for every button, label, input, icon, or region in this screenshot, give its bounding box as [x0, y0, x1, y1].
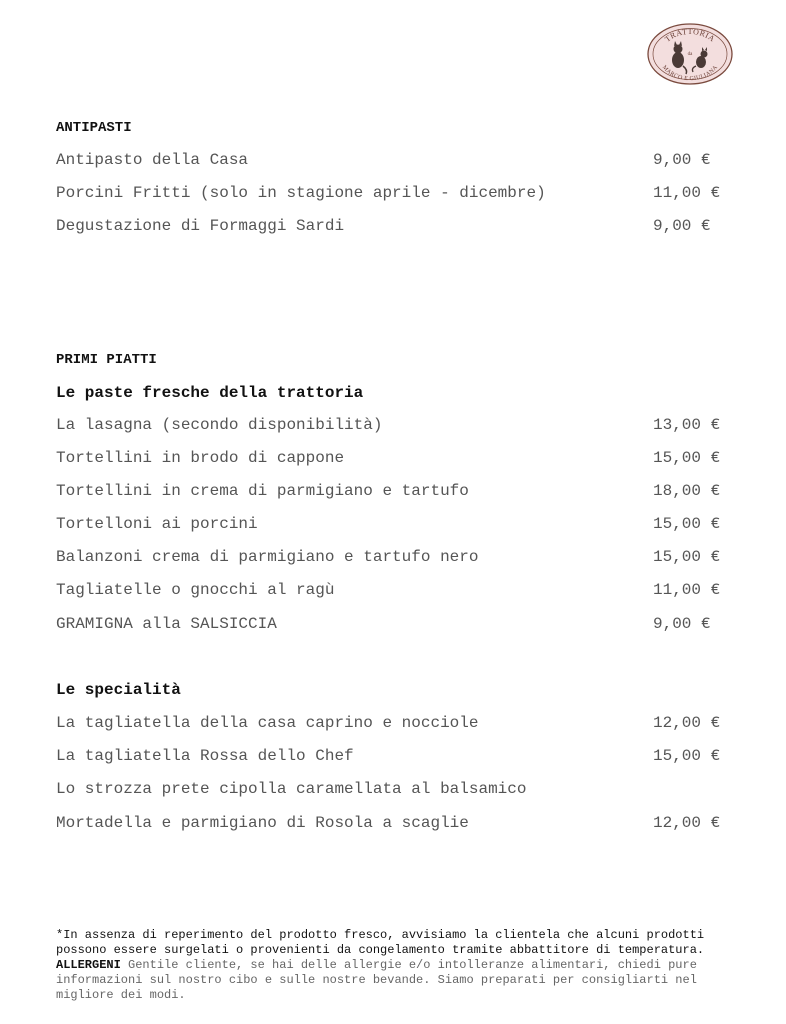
menu-item-name: Antipasto della Casa: [56, 151, 249, 169]
menu-item-name: Degustazione di Formaggi Sardi: [56, 217, 345, 235]
menu-item-name: La tagliatella della casa caprino e nocciole: [56, 714, 479, 732]
menu-item-price: 9,00 €: [653, 615, 711, 633]
menu-item-price: 15,00 €: [653, 449, 721, 467]
menu-item-name: La tagliatella Rossa dello Chef: [56, 747, 354, 765]
menu-item: [56, 814, 736, 836]
menu-item-name: Tortellini in brodo di cappone: [56, 449, 345, 467]
menu-item-price: 11,00 €: [653, 184, 721, 202]
menu-item-name: Lo strozza prete cipolla caramellata al balsamico: [56, 780, 527, 798]
menu-item-price: 9,00 €: [653, 151, 711, 169]
allergens-label: ALLERGENI: [56, 958, 121, 972]
menu-item-price: 9,00 €: [653, 217, 711, 235]
menu-item-name: Porcini Fritti (solo in stagione aprile - dicembre): [56, 184, 546, 202]
logo-middle-text: da: [687, 52, 693, 57]
section-title-antipasti: ANTIPASTI: [56, 120, 132, 136]
section-title-primi: PRIMI PIATTI: [56, 352, 157, 368]
menu-item-name: GRAMIGNA alla SALSICCIA: [56, 615, 277, 633]
menu-item: [56, 184, 736, 206]
menu-item-name: Tortellini in crema di parmigiano e tartufo: [56, 482, 469, 500]
allergens-note: [56, 958, 746, 1003]
menu-item: [56, 416, 736, 438]
menu-item: [56, 151, 736, 173]
menu-item-price: 15,00 €: [653, 548, 721, 566]
logo-top-text: TRATTORIA: [663, 26, 717, 44]
menu-item: [56, 482, 736, 504]
menu-item-price: 12,00 €: [653, 714, 721, 732]
menu-item: [56, 217, 736, 239]
menu-item: [56, 615, 736, 637]
menu-item: [56, 581, 736, 603]
menu-item-name: Tagliatelle o gnocchi al ragù: [56, 581, 335, 599]
menu-item: [56, 515, 736, 537]
menu-item-price: 18,00 €: [653, 482, 721, 500]
menu-item: [56, 548, 736, 570]
footer-notes: [56, 928, 746, 1003]
menu-item: [56, 780, 736, 802]
trattoria-logo: [646, 22, 734, 86]
section-title-specialita: Le specialità: [56, 681, 181, 699]
menu-item: [56, 449, 736, 471]
menu-item-name: Tortelloni ai porcini: [56, 515, 258, 533]
section-subtitle-paste-fresche: Le paste fresche della trattoria: [56, 384, 364, 402]
menu-item: [56, 747, 736, 769]
frozen-product-note: *In assenza di reperimento del prodotto fresco, avvisiamo la clientela che alcuni prodotti possono essere surgelati o provenienti da congelamento tramite abbattitore di temperatura.: [56, 928, 705, 957]
allergens-text: Gentile cliente, se hai delle allergie e/o intolleranze alimentari, chiedi pure informazioni sul nostro cibo e sulle nostre bevande. Siamo preparati per consigliarti nel migliore dei modi.: [56, 958, 697, 1002]
menu-item: [56, 714, 736, 736]
menu-item-name: Balanzoni crema di parmigiano e tartufo nero: [56, 548, 479, 566]
menu-item-name: Mortadella e parmigiano di Rosola a scaglie: [56, 814, 469, 832]
menu-item-price: 15,00 €: [653, 515, 721, 533]
logo-bottom-text: MARCO E GIULIANA: [660, 64, 720, 83]
menu-item-price: 12,00 €: [653, 814, 721, 832]
menu-item-price: 11,00 €: [653, 581, 721, 599]
menu-item-price: 13,00 €: [653, 416, 721, 434]
menu-item-name: La lasagna (secondo disponibilità): [56, 416, 383, 434]
menu-item-price: 15,00 €: [653, 747, 721, 765]
